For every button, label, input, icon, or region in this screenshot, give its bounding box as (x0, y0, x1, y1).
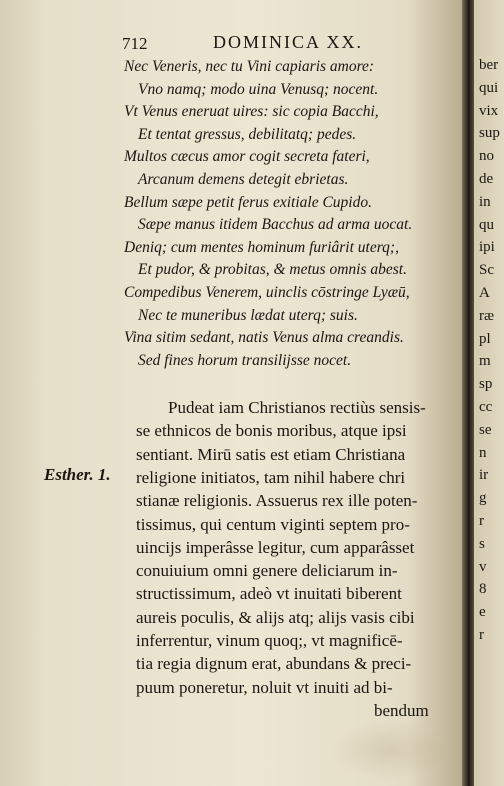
facing-page-fragment: qu (479, 216, 494, 233)
facing-page-fragment: g (479, 490, 487, 507)
verse-line: Et tentat gressus, debilitatq; pedes. (138, 125, 357, 143)
verse-line: Arcanum demens detegit ebrietas. (138, 171, 349, 188)
prose-line: puum poneretur, noluit vt inuiti ad bi- (136, 677, 393, 697)
prose-line: aureis poculis, & alijs atq; alijs vasis cibi (136, 607, 415, 627)
prose-line: tia regia dignum erat, abundans & preci- (136, 654, 412, 674)
facing-page-fragment: sp (479, 376, 493, 393)
facing-page-fragment: m (479, 353, 491, 370)
facing-page-fragment: n (479, 444, 487, 461)
facing-page-fragment: e (479, 604, 486, 621)
facing-page-fragment: no (479, 148, 494, 165)
prose-line: tissimus, qui centum viginti septem pro- (136, 514, 410, 534)
prose-line: sentiant. Mirū satis est etiam Christiana (136, 444, 406, 464)
facing-page-edge (474, 0, 504, 786)
facing-page-fragment: A (479, 285, 490, 301)
prose-line: Pudeat iam Christianos rectiùs sensis- (168, 398, 426, 417)
facing-page-fragment: pl (479, 330, 491, 347)
verse-line: Et pudor, & probitas, & metus omnis abest. (138, 261, 407, 279)
prose-line: stianæ religionis. Assuerus rex ille poten- (136, 491, 418, 511)
verse-line: Deniq; cum mentes hominum furiârit uterq;, (124, 238, 399, 256)
page-number: 712 (122, 34, 148, 53)
facing-page-fragment: vix (479, 102, 499, 119)
running-head: DOMINICA XX. (213, 32, 363, 52)
prose-line: religione initiatos, tam nihil habere chri (136, 467, 406, 487)
verse-line: Nec Veneris, nec tu Vini capiaris amore: (124, 58, 375, 75)
prose-line: se ethnicos de bonis moribus, atque ipsi (136, 421, 407, 441)
facing-page-fragment: se (479, 421, 492, 438)
facing-page-fragment: qui (479, 79, 499, 96)
facing-page-fragment: ipi (479, 239, 495, 256)
facing-page-fragment: cc (479, 399, 493, 415)
prose-line: uincijs imperâsse legitur, cum apparâsset (136, 537, 415, 557)
book-gutter (462, 0, 474, 786)
facing-page-fragment: v (479, 558, 487, 575)
verse-line: Nec te muneribus lædat uterq; suis. (138, 306, 358, 324)
facing-page-fragment: ir (479, 467, 489, 484)
paper-stain (330, 720, 450, 780)
verse-line: Vt Venus eneruat uires: sic copia Bacchi, (124, 103, 379, 121)
verse-line: Compedibus Venerem, uinclis cōstringe Lyæū, (124, 284, 410, 301)
facing-page-fragment: r (479, 513, 484, 529)
verse-line: Bellum sæpe petit ferus exitiale Cupido. (124, 193, 372, 211)
prose-line: conuiuium omni genere deliciarum in- (136, 561, 398, 581)
margin-note: Esther. 1. (44, 465, 111, 484)
verse-line: Sed fines horum transilijsse nocet. (138, 351, 352, 369)
facing-page-fragment: 8 (479, 581, 487, 598)
facing-page-fragment: r (479, 627, 484, 643)
facing-page-fragment: in (479, 193, 491, 210)
facing-page-fragment: Sc (479, 262, 494, 279)
verse-line: Multos cæcus amor cogit secreta fateri, (124, 148, 370, 166)
facing-page-fragment: ber (479, 57, 499, 73)
verse-line: Sæpe manus itidem Bacchus ad arma uocat. (138, 216, 413, 234)
facing-page-fragment: sup (479, 125, 500, 142)
facing-page-fragment: de (479, 171, 494, 187)
verse-line: Vina sitim sedant, natis Venus alma creandis. (124, 329, 404, 347)
facing-page-fragment: s (479, 535, 485, 552)
prose-line: inferrentur, vinum quoq;, vt magnificē- (136, 631, 403, 650)
verse-line: Vno namq; modo uina Venusq; nocent. (138, 80, 379, 98)
prose-line: structissimum, adeò vt inuitati biberent (136, 584, 402, 604)
facing-page-fragment: ræ (479, 307, 494, 324)
prose-line: bendum (374, 700, 429, 720)
